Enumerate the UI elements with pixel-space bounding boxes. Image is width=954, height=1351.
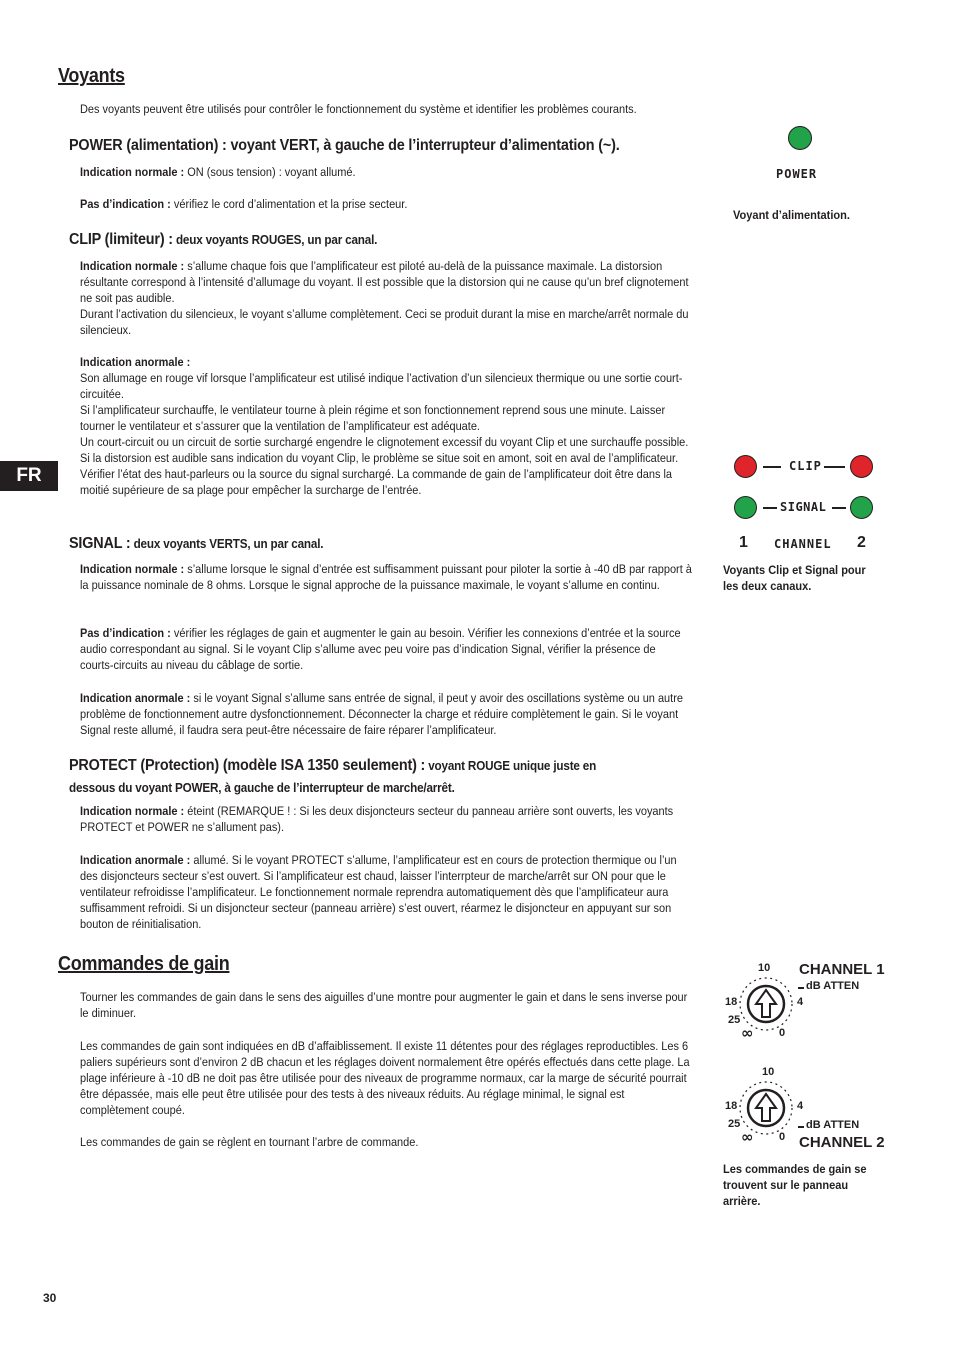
clip-normal xyxy=(80,258,692,338)
gain-knob-ch2 xyxy=(722,1066,902,1156)
power-heading: POWER (alimentation) : voyant VERT, à gauche de l’interrupteur d’alimentation (~). xyxy=(69,137,620,154)
power-led-label: POWER xyxy=(776,167,818,181)
section-title-gain: Commandes de gain xyxy=(58,953,230,975)
protect-abnormal-label: Indication anormale : xyxy=(80,853,191,867)
signal-normal-label: Indication normale : xyxy=(80,562,185,576)
protect-abnormal xyxy=(80,852,692,932)
knob-ch2-scale-10: 10 xyxy=(762,1066,775,1078)
channel-number-2: 2 xyxy=(857,534,866,551)
clip-heading-small: deux voyants ROUGES, un par canal. xyxy=(172,232,378,247)
power-none-label: Pas d’indication : xyxy=(80,197,171,211)
clip-abnormal-p3: Un court-circuit ou un circuit de sortie surchargé engendre le clignotement excessif du voyant Clip et une surchauffe possible. xyxy=(80,435,689,449)
protect-normal xyxy=(80,803,692,835)
clip-normal-label: Indication normale : xyxy=(80,259,185,273)
knob-ch2-scale-18: 18 xyxy=(725,1100,738,1112)
knob-ch2-atten-label: dB ATTEN xyxy=(806,1119,860,1131)
knob-ch1-channel-label: CHANNEL 1 xyxy=(799,961,885,978)
power-normal xyxy=(80,164,692,180)
clip-normal-text: s’allume chaque fois que l’amplificateur est piloté au-delà de la puissance maximale. La distorsion résultante correspond à l’intensité d’allumage du voyant. Il est possible que la distorsion qui ne cause qu’un bref clignotement ne soit pas audible. xyxy=(80,259,689,305)
knob-ch1-scale-0: 0 xyxy=(779,1027,786,1039)
signal-none xyxy=(80,625,692,673)
knob-ch1-scale-4: 4 xyxy=(797,996,804,1008)
clip-dash-left xyxy=(763,466,781,468)
signal-abnormal xyxy=(80,690,692,738)
knob-ch1-scale-25: 25 xyxy=(728,1014,741,1026)
signal-dash-right xyxy=(832,507,846,509)
gain-p1: Tourner les commandes de gain dans le sens des aiguilles d’une montre pour augmenter le gain et dans le sens inverse pour le diminuer. xyxy=(80,990,688,1020)
knob-ch1-atten-label: dB ATTEN xyxy=(806,980,860,992)
clip-led-ch1-icon xyxy=(734,455,757,478)
clip-abnormal-p2: Si l’amplificateur surchauffe, le ventilateur tourne à plein régime et son fonctionnement reprend sous une minute. Laisser tourner le ventilateur et s’assurer que la ventilation de l’amplificateur est adéquate. xyxy=(80,403,666,433)
section-title-voyants: Voyants xyxy=(58,65,125,87)
clip-led-ch2-icon xyxy=(850,455,873,478)
protect-abnormal-text: allumé. Si le voyant PROTECT s’allume, l’amplificateur est en cours de protection thermique ou l’un des disjoncteurs secteur s’est ouvert. Si l’amplificateur est chaud, laisser l’interrpteur de marche/arrêt sur ON pour que le ventilateur refroidisse l’amplificateur. Le fonctionnement normale reprendra automatiquement dès que l’amplificateur aura suffisamment refroidi. Si un disjoncteur secteur (panneau arrière) s’est ouvert, réarmez le disjoncteur en appuyant sur son bouton de réinitialisation. xyxy=(80,853,677,931)
clip-heading-main: CLIP (limiteur) : xyxy=(69,231,173,248)
clip-abnormal xyxy=(80,354,692,498)
clip-signal-caption: Voyants Clip et Signal pour les deux canaux. xyxy=(723,563,866,593)
protect-heading-main: PROTECT (Protection) (modèle ISA 1350 seulement) : xyxy=(69,757,426,774)
knob-ch2-scale-infinity: ∞ xyxy=(741,1128,754,1146)
clip-abnormal-p1: Son allumage en rouge vif lorsque l’amplificateur est utilisé indique l’activation d’un silencieux thermique ou une sortie court-circuitée. xyxy=(80,371,683,401)
clip-abnormal-label: Indication anormale : xyxy=(80,355,191,369)
signal-abnormal-label: Indication anormale : xyxy=(80,691,191,705)
gain-p3: Les commandes de gain se règlent en tournant l’arbre de commande. xyxy=(80,1135,419,1149)
signal-heading-main: SIGNAL : xyxy=(69,535,131,552)
knob-ch1-scale-10: 10 xyxy=(758,962,771,974)
protect-heading xyxy=(69,757,596,775)
protect-heading-small2: dessous du voyant POWER, à gauche de l’interrupteur de marche/arrêt. xyxy=(69,780,455,795)
page-number: 30 xyxy=(43,1291,57,1305)
clip-abnormal-p4: Si la distorsion est audible sans indication du voyant Clip, le problème se situe soit en amont, soit en aval de l’amplificateur. Vérifier l’état des haut-parleurs ou la source du signal surchargé. La commande de gain de l’amplificateur doit être dans la moitié supérieure de sa plage pour empêcher la surcharge de l’entrée. xyxy=(80,451,679,497)
knob-ch1-scale-infinity: ∞ xyxy=(741,1024,754,1042)
voyants-intro: Des voyants peuvent être utilisés pour contrôler le fonctionnement du système et identifier les problèmes courants. xyxy=(80,102,637,116)
protect-heading-line2 xyxy=(69,779,455,797)
signal-normal xyxy=(80,561,692,593)
protect-normal-label: Indication normale : xyxy=(80,804,185,818)
knob-ch2-scale-4: 4 xyxy=(797,1100,804,1112)
signal-led-ch1-icon xyxy=(734,496,757,519)
power-caption: Voyant d’alimentation. xyxy=(733,208,850,222)
clip-heading xyxy=(69,231,377,249)
power-normal-text: ON (sous tension) : voyant allumé. xyxy=(184,165,356,179)
gain-knobs-caption: Les commandes de gain se trouvent sur le panneau arrière. xyxy=(723,1162,867,1208)
channel-number-1: 1 xyxy=(739,534,748,551)
clip-label: CLIP xyxy=(789,459,822,473)
signal-heading xyxy=(69,535,323,553)
knob-ch2-atten-dash xyxy=(798,1126,804,1128)
gain-knob-ch1 xyxy=(722,960,902,1050)
channel-label: CHANNEL xyxy=(774,537,832,551)
knob-ch2-scale-0: 0 xyxy=(779,1131,786,1143)
knob-ch2-channel-label: CHANNEL 2 xyxy=(799,1134,885,1151)
clip-dash-right xyxy=(824,466,845,468)
power-normal-label: Indication normale : xyxy=(80,165,185,179)
signal-abnormal-text: si le voyant Signal s’allume sans entrée de signal, il peut y avoir des oscillations système ou un autre problème de fonctionnement autre dysfonctionnement. Déconnecter la charge et réduire complètement le gain. Si le voyant Signal reste allumé, il faudra sera peut-être nécessaire de faire réparer l’amplificateur. xyxy=(80,691,683,737)
signal-none-text: vérifier les réglages de gain et augmenter le gain au besoin. Vérifier les connexions d’entrée et la source audio correspondant au signal. Si le voyant Clip s’allume avec peu voire pas d’indication Signal, vérifier la présence de courts-circuits au niveau du câblage de sortie. xyxy=(80,626,681,672)
knob-ch1-scale-18: 18 xyxy=(725,996,738,1008)
signal-normal-text: s’allume lorsque le signal d’entrée est suffisamment puissant pour piloter la sortie à -40 dB par rapport à la puissance nominale de 8 ohms. Lorsque le signal approche de la puissance maximale, le voyant s’allume en continu. xyxy=(80,562,692,592)
power-led-icon xyxy=(788,126,812,150)
protect-normal-text: éteint (REMARQUE ! : Si les deux disjoncteurs secteur du panneau arrière sont ouverts, les voyants PROTECT et POWER ne s’allument pas). xyxy=(80,804,674,834)
knob-ch1-atten-dash xyxy=(798,987,804,989)
power-none-text: vérifiez le cord d’alimentation et la prise secteur. xyxy=(170,197,408,211)
clip-normal-text2: Durant l’activation du silencieux, le voyant s’allume complètement. Ceci se produit durant la mise en marche/arrêt normale du silencieux. xyxy=(80,307,689,337)
language-tab: FR xyxy=(0,461,58,491)
knob-ch2-scale-25: 25 xyxy=(728,1118,741,1130)
signal-none-label: Pas d’indication : xyxy=(80,626,171,640)
gain-p2: Les commandes de gain sont indiquées en dB d’affaiblissement. Il existe 11 détentes pour des réglages reproductibles. Les 6 paliers supérieurs sont d’environ 2 dB chacun et les réglages doivent normalement être opérés effectués dans cette plage. La plage inférieure à -10 dB ne doit pas être utilisée pour des niveaux de programme normaux, car la marge de sécurité pourrait être dépassée, mais elle peut être utilisée pour des tests à des niveaux réduits. Au réglage minimal, le signal est complètement coupé. xyxy=(80,1039,690,1117)
signal-heading-small: deux voyants VERTS, un par canal. xyxy=(130,536,324,551)
protect-heading-small: voyant ROUGE unique juste en xyxy=(425,758,597,773)
signal-dash-left xyxy=(763,507,777,509)
power-none xyxy=(80,196,692,212)
signal-led-ch2-icon xyxy=(850,496,873,519)
signal-label: SIGNAL xyxy=(780,500,827,514)
